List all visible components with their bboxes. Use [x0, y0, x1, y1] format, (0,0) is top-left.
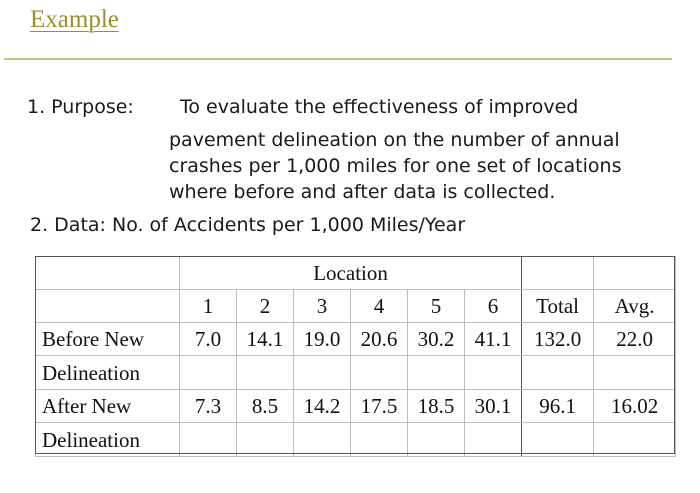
column-header: 1 [180, 290, 237, 323]
column-header: 4 [351, 290, 408, 323]
table-corner-cell [36, 257, 180, 290]
table-row [36, 423, 676, 457]
table-cell [408, 356, 465, 390]
table-cell: 18.5 [408, 390, 465, 423]
table-cell [237, 356, 294, 390]
table-cell: 30.2 [408, 323, 465, 356]
table-cell: 7.0 [180, 323, 237, 356]
table-cell-total: 96.1 [522, 390, 594, 423]
table-cell: 41.1 [465, 323, 522, 356]
table-cell [465, 423, 522, 457]
table-cell-avg: 16.02 [594, 390, 676, 423]
total-header-blank [522, 257, 594, 290]
table-header-row [36, 257, 676, 290]
table-cell [408, 423, 465, 457]
table-cell-avg: 22.0 [594, 323, 676, 356]
table-cell: 20.6 [351, 323, 408, 356]
table-cell [522, 356, 594, 390]
table-cell [237, 423, 294, 457]
table-cell: 19.0 [294, 323, 351, 356]
column-header: 2 [237, 290, 294, 323]
table-cell [294, 356, 351, 390]
purpose-text-line-4: where before and after data is collected. [169, 181, 556, 203]
row-label: Before New [36, 323, 180, 356]
table-cell [180, 423, 237, 457]
column-header-row [36, 290, 676, 323]
table-cell [594, 356, 676, 390]
table-cell [594, 423, 676, 457]
data-description: 2. Data: No. of Accidents per 1,000 Miles/Year [30, 214, 466, 236]
table-row [36, 390, 676, 423]
purpose-text-line-2: pavement delineation on the number of annual [169, 129, 620, 151]
table-cell: 8.5 [237, 390, 294, 423]
table-cell [294, 423, 351, 457]
table-cell: 7.3 [180, 390, 237, 423]
example-heading: Example [30, 6, 119, 33]
purpose-text-line-1: To evaluate the effectiveness of improved [180, 96, 579, 118]
table-cell [522, 423, 594, 457]
table-cell: 14.1 [237, 323, 294, 356]
purpose-text-line-3: crashes per 1,000 miles for one set of locations [169, 155, 622, 177]
avg-header-blank [594, 257, 676, 290]
row-label: Delineation [36, 423, 180, 457]
purpose-line-1 [27, 95, 579, 119]
table-cell [465, 356, 522, 390]
column-header-avg: Avg. [594, 290, 676, 323]
table-cell [180, 356, 237, 390]
table-cell: 30.1 [465, 390, 522, 423]
row-label: After New [36, 390, 180, 423]
table-cell: 14.2 [294, 390, 351, 423]
accident-data-table [35, 256, 676, 457]
table-row [36, 356, 676, 390]
column-header: 6 [465, 290, 522, 323]
table-cell: 17.5 [351, 390, 408, 423]
column-header-total: Total [522, 290, 594, 323]
column-header: 3 [294, 290, 351, 323]
heading-divider [4, 58, 672, 60]
column-header: 5 [408, 290, 465, 323]
location-group-header: Location [180, 257, 522, 290]
table-cell-total: 132.0 [522, 323, 594, 356]
table-row [36, 323, 676, 356]
purpose-label: 1. Purpose: [27, 96, 134, 118]
table-cell [351, 423, 408, 457]
table-cell [351, 356, 408, 390]
row-label: Delineation [36, 356, 180, 390]
table-corner-cell [36, 290, 180, 323]
